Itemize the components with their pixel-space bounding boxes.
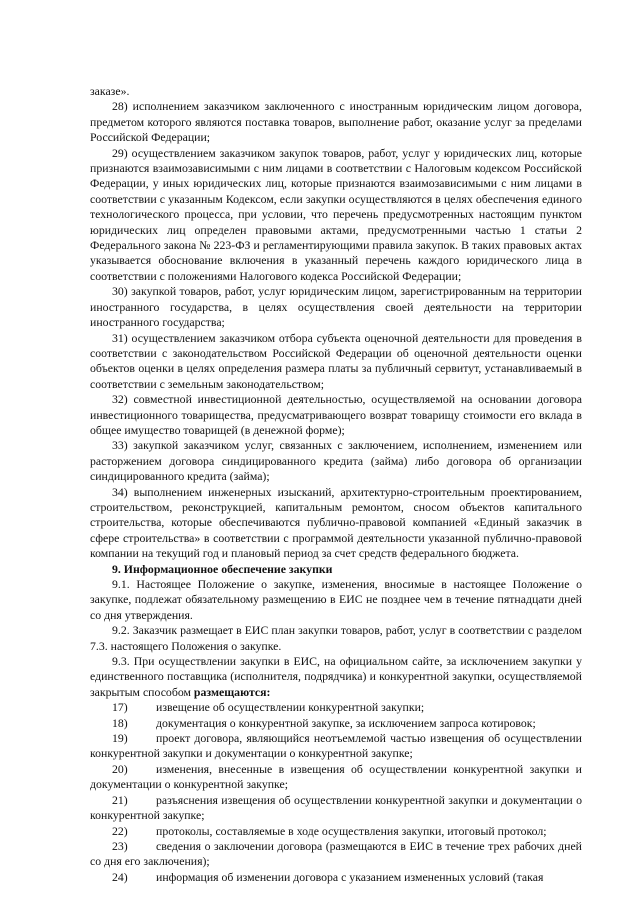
list-item-number: 23): [112, 838, 128, 853]
list-item-text: протоколы, составляемые в ходе осуществления закупки, итоговый протокол;: [156, 823, 547, 838]
clause-paragraph: 28) исполнением заказчиком заключенного с иностранным юридическим лицом договора, предметом которого являются поставка товаров, выполнение работ, оказание услуг за пределами Российской Федерации;: [90, 99, 582, 145]
list-item-number: 18): [112, 715, 128, 730]
clause-paragraph: 9.1. Настоящее Положение о закупке, изменения, вносимые в настоящее Положение о закупке, подлежат обязательному размещению в ЕИС не позднее чем в течение пятнадцати дней со дня утверждения.: [90, 577, 582, 622]
list-item: [90, 793, 582, 824]
clause-9-3-bold: размещаются:: [193, 684, 271, 699]
list-item-text: информация об изменении договора с указанием измененных условий (такая: [156, 869, 544, 884]
list-item-text: проект договора, являющийся неотъемлемой частью извещения об осуществлении конкурентной закупки и документации о конкурентной закупке;: [90, 731, 582, 761]
list-item-number: 24): [112, 869, 128, 884]
list-item-number: 19): [112, 731, 128, 746]
list-item: [90, 762, 582, 793]
clause-9-3-text: 9.3. При осуществлении закупки в ЕИС, на официальном сайте, за исключением закупки у единственного поставщика (исполнителя, подрядчика) и конкурентной закупки, осуществляемой закрытым способом: [90, 654, 582, 699]
clause-paragraph: 29) осуществлением заказчиком закупок товаров, работ, услуг у юридических лиц, которые признаются взаимозависимыми с ним лицами в соответствии с Налоговым кодексом Российской Федерации, у иных юридических лиц, которые признаются взаимозависимыми с ним лицами в соответствии с указанным Кодексом, если закупки осуществляются в целях обеспечения единого технологического процесса, при условии, что перечень предусмотренных настоящим пунктом юридических лиц определен правовыми актами, предусмотренными частью 1 статьи 2 Федерального закона № 223-ФЗ и регламентирующими правила закупок. В таких правовых актах указывается обоснование включения в указанный перечень каждого юридического лица в соответствии с положениями Налогового кодекса Российской Федерации;: [90, 145, 582, 283]
list-item-number: 22): [112, 823, 128, 838]
list-item: [90, 824, 582, 839]
list-item: [90, 731, 582, 762]
list-item-number: 17): [112, 700, 128, 715]
clause-paragraph: 33) закупкой заказчиком услуг, связанных с заключением, исполнением, изменением или расторжением договора синдицированного кредита (займа) либо договора об организации синдицированного кредита (займа);: [90, 438, 582, 484]
list-item: [90, 839, 582, 870]
lead-text: заказе».: [90, 84, 130, 98]
clause-paragraph: 9.2. Заказчик размещает в ЕИС план закупки товаров, работ, услуг в соответствии с разделом 7.3. настоящего Положения о закупке.: [90, 623, 582, 653]
list-item: [90, 870, 582, 885]
section-heading: 9. Информационное обеспечение закупки: [112, 561, 333, 576]
list-item: [90, 716, 582, 731]
published-items-list: [90, 700, 582, 885]
list-item-text: документация о конкурентной закупке, за исключением запроса котировок;: [156, 715, 536, 730]
list-item-text: изменения, внесенные в извещения об осуществлении конкурентной закупки и документации о конкурентной закупке;: [90, 761, 582, 792]
clause-paragraph: 30) закупкой товаров, работ, услуг юридическим лицом, зарегистрированным на территории иностранного государства, в целях осуществления своей деятельности на территории иностранного государства;: [90, 284, 582, 330]
clause-paragraph: 32) совместной инвестиционной деятельностью, осуществляемой на основании договора инвестиционного товарищества, предусматривающего возврат товарищу стоимости его вклада в общее имущество товарищей (в денежной форме);: [90, 392, 582, 437]
clause-paragraph: 34) выполнением инженерных изысканий, архитектурно-строительным проектированием, строительством, реконструкцией, капитальным ремонтом, сносом объектов капитального строительства, которые обеспечиваются публично-правовой компанией «Единый заказчик в сфере строительства» в соответствии с программой деятельности указанной публично-правовой компании на текущий год и плановый период за счет средств федерального бюджета.: [90, 484, 582, 561]
clauses-28-34: [90, 99, 582, 561]
list-item-text: извещение об осуществлении конкурентной закупки;: [156, 700, 425, 715]
list-item-number: 21): [112, 792, 128, 807]
list-item-text: сведения о заключении договора (размещаются в ЕИС в течение трех рабочих дней со дня его заключения);: [90, 838, 582, 869]
list-item-text: разъяснения извещения об осуществлении конкурентной закупки и документации о конкурентной закупке;: [90, 792, 582, 823]
clause-paragraph: 31) осуществлением заказчиком отбора субъекта оценочной деятельности для проведения в соответствии с законодательством Российской Федерации об оценочной деятельности оценки объектов оценки в целях определения размера платы за публичный сервитут, устанавливаемый в соответствии с земельным законодательством;: [90, 330, 582, 391]
list-item-number: 20): [112, 761, 128, 776]
clause-9-3: [90, 654, 582, 700]
clauses-9-1-9-2: [90, 577, 582, 654]
list-item: [90, 700, 582, 715]
